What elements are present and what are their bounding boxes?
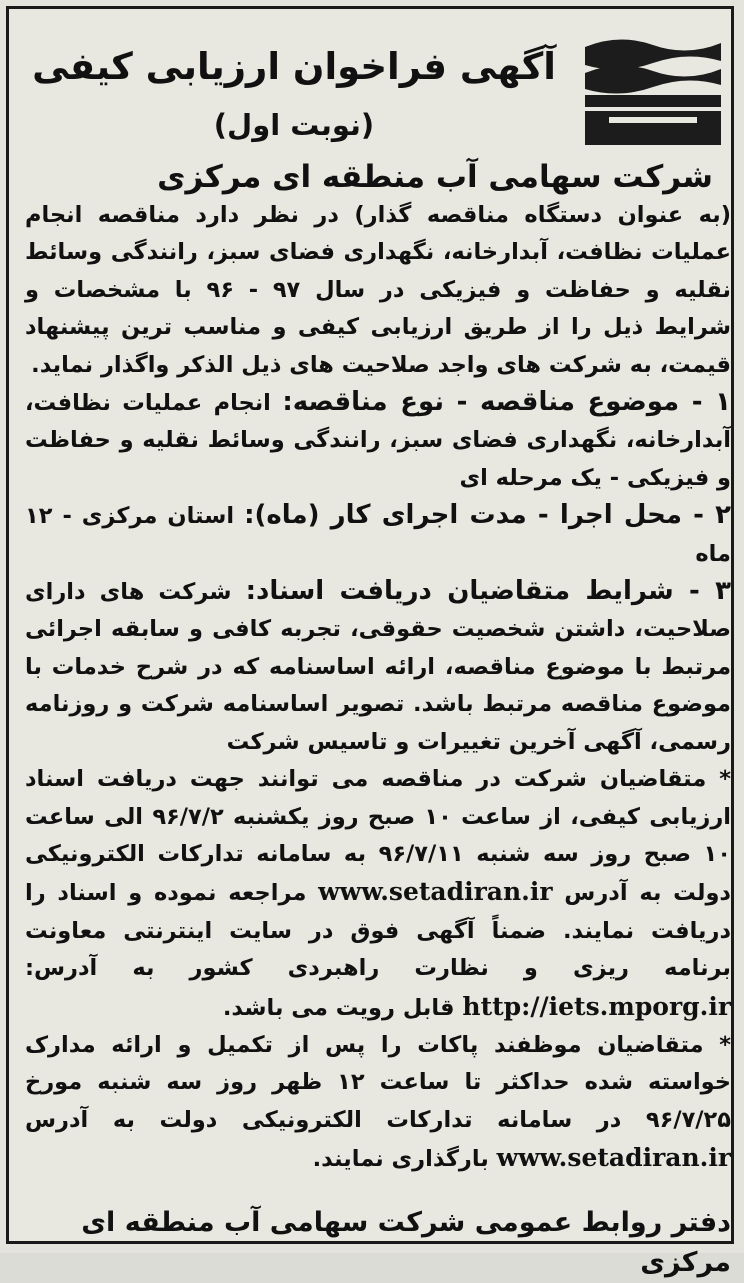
- ad-frame: [6, 6, 734, 1278]
- notice-1: [25, 761, 731, 1027]
- notice-1-part2: مراجعه نموده و اسناد را دریافت نمایند. ضمناً آگهی فوق در سایت اینترنتی معاونت برنامه ریزی و نظارت راهبردی کشور به آدرس:: [25, 880, 731, 982]
- section-2: [25, 497, 731, 573]
- section-2-title: ۲ - محل اجرا - مدت اجرای کار (ماه):: [244, 500, 731, 531]
- notice-2-part2: بارگذاری نمایند.: [312, 1146, 489, 1173]
- iets-url: http://iets.mporg.ir: [462, 991, 731, 1021]
- ad-title: آگهی فراخوان ارزیابی کیفی: [32, 45, 556, 88]
- notice-1-part3: قابل رویت می باشد.: [222, 994, 455, 1021]
- section-2-text: استان مرکزی - ۱۲ ماه: [25, 503, 731, 567]
- ad-round: (نوبت اول): [213, 108, 375, 142]
- section-3-title: ۳ - شرایط متقاضیان دریافت اسناد:: [245, 576, 731, 607]
- section-3: [25, 573, 731, 761]
- section-3-text: شرکت های دارای صلاحیت، داشتن شخصیت حقوقی، تجربه کافی و سابقه اجرائی مرتبط با موضوع مناقصه، ارائه اساسنامه که در شرح خدمات با موضوع مناقصه مرتبط باشد. تصویر اساسنامه شرکت و روزنامه رسمی، آگهی آخرین تغییرات و تاسیس شرکت: [25, 579, 731, 755]
- company-name: شرکت سهامی آب منطقه ای مرکزی: [157, 159, 713, 195]
- notice-1-part1: * متقاضیان شرکت در مناقصه می توانند جهت دریافت اسناد ارزیابی کیفی، از ساعت ۱۰ صبح روز یکشنبه ۹۶/۷/۲ الی ساعت ۱۰ صبح روز سه شنبه ۹۶/۷/۱۱ به سامانه تدارکات الکترونیکی دولت به آدرس: [25, 766, 732, 907]
- ad-body: [25, 197, 731, 1179]
- section-1-title: ۱ - موضوع مناقصه - نوع مناقصه:: [282, 387, 732, 418]
- section-1: [25, 384, 731, 497]
- setadiran-url-1: www.setadiran.ir: [318, 877, 553, 907]
- notice-2: [25, 1027, 731, 1179]
- intro-paragraph: (به عنوان دستگاه مناقصه گذار) در نظر دارد مناقصه انجام عملیات نظافت، آبدارخانه، نگهداری فضای سبز، رانندگی وسائط نقلیه و حفاظت و فیزیکی در سال ۹۷ - ۹۶ با مشخصات و شرایط ذیل را از طریق ارزیابی کیفی و مناسب ترین پیشنهاد قیمت، به شرکت های واجد صلاحیت های ذیل الذکر واگذار نماید.: [25, 202, 731, 378]
- section-1-text: انجام عملیات نظافت، آبدارخانه، نگهداری فضای سبز، رانندگی وسائط نقلیه و حفاظت و فیزیکی - یک مرحله ای: [25, 390, 731, 491]
- ad-footer-signature: دفتر روابط عمومی شرکت سهامی آب منطقه ای مرکزی: [81, 1207, 731, 1278]
- setadiran-url-2: www.setadiran.ir: [496, 1143, 731, 1173]
- notice-2-part1: * متقاضیان موظفند پاکات را پس از تکمیل و ارائه مدارک خواسته شده حداکثر تا ساعت ۱۲ ظهر روز سه شنبه مورخ ۹۶/۷/۲۵ در سامانه تدارکات الکترونیکی دولت به آدرس: [25, 1031, 731, 1133]
- water-company-logo: [579, 33, 727, 149]
